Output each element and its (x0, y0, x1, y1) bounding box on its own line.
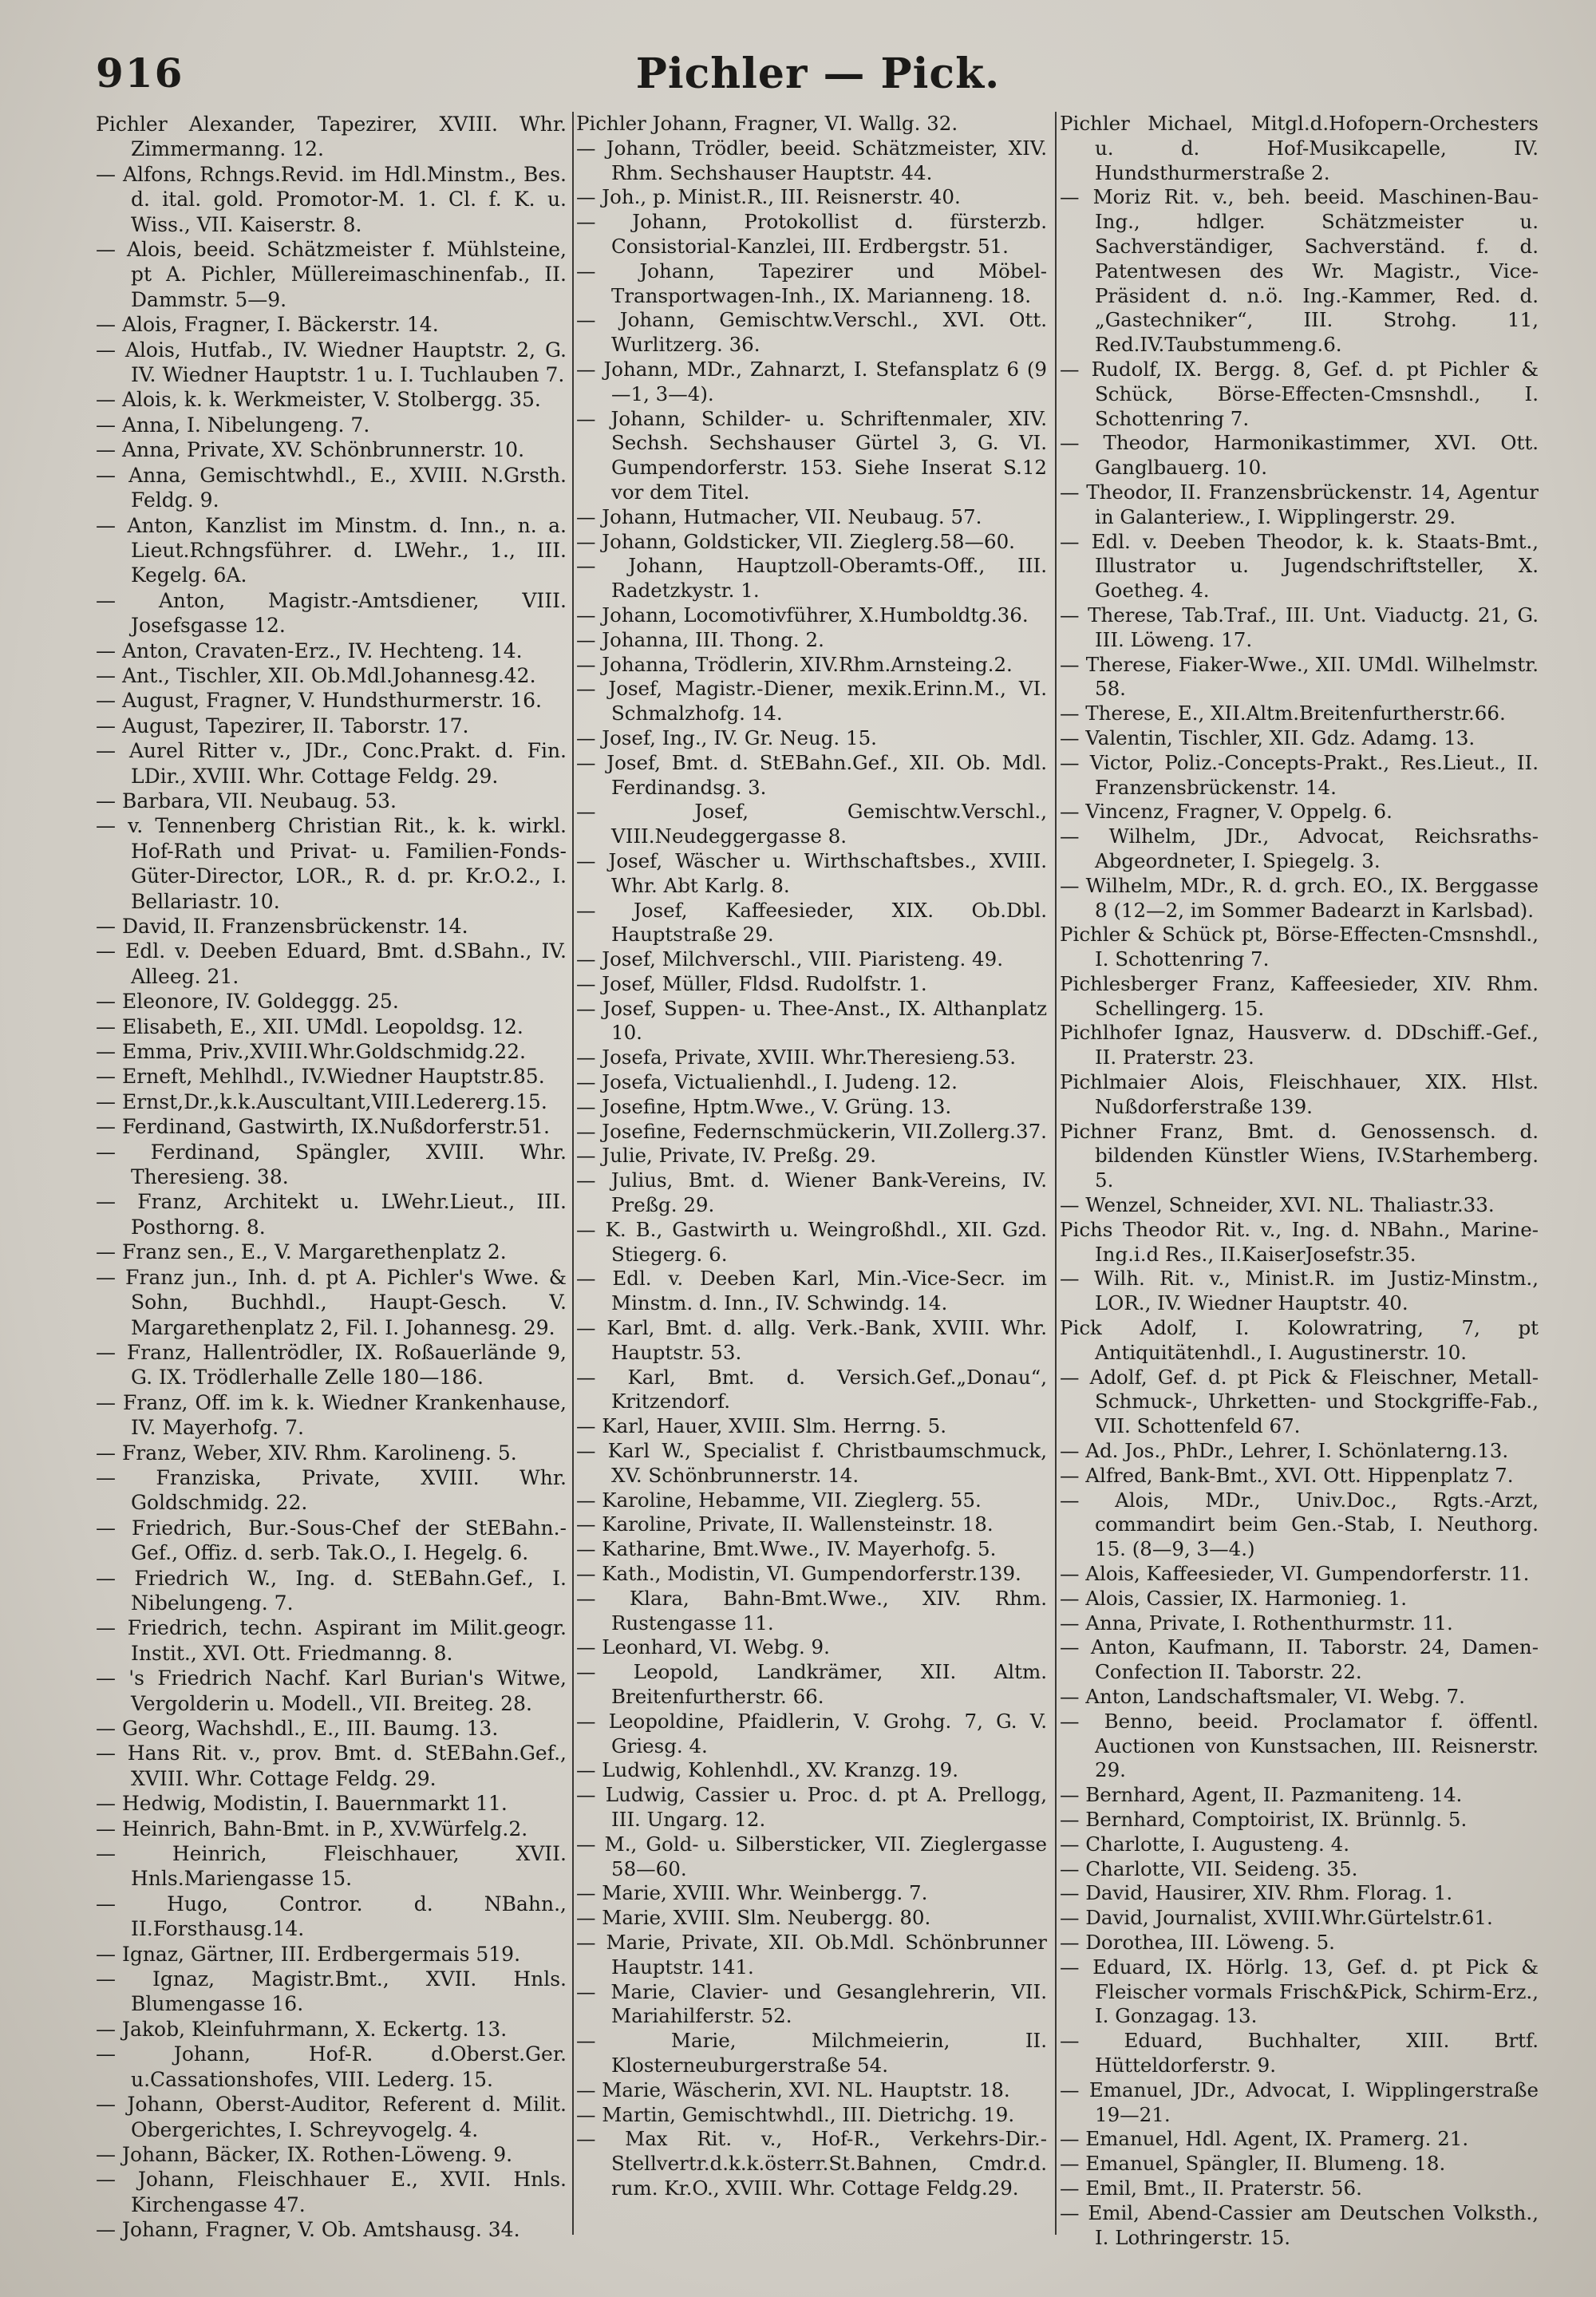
directory-entry: — Marie, Clavier- und Gesanglehrerin, VII. Mariahilferstr. 52. (576, 1979, 1047, 2028)
directory-entry: — Johann, Goldsticker, VII. Zieglerg.58—60. (576, 529, 1015, 553)
directory-entry: — Ignaz, Gärtner, III. Erdbergermais 519. (96, 1942, 521, 1966)
directory-entry: — Ernst,Dr.,k.k.Auscultant,VIII.Ledererg.15. (96, 1089, 547, 1113)
directory-entry: — Aurel Ritter v., JDr., Conc.Prakt. d. Fin. LDir., XVIII. Whr. Cottage Feldg. 29. (96, 739, 567, 788)
directory-entry: — Anton, Landschaftsmaler, VI. Webg. 7. (1060, 1685, 1465, 1708)
directory-entry: — Anton, Kaufmann, II. Taborstr. 24, Damen-Confection II. Taborstr. 22. (1060, 1635, 1539, 1684)
directory-entry: — Heinrich, Fleischhauer, XVII. Hnls.Mariengasse 15. (96, 1842, 567, 1891)
directory-entry: Pichler & Schück pt, Börse-Effecten-Cmsnshdl., I. Schottenring 7. (1060, 923, 1539, 971)
directory-entry: — Emanuel, Spängler, II. Blumeng. 18. (1060, 2152, 1446, 2176)
directory-entry: — Eduard, Buchhalter, XIII. Brtf. Hütteldorferstr. 9. (1060, 2029, 1539, 2077)
directory-entry: — Anna, Gemischtwhdl., E., XVIII. N.Grsth. Feldg. 9. (96, 463, 567, 512)
directory-entry: — Josef, Wäscher u. Wirthschaftsbes., XVIII. Whr. Abt Karlg. 8. (576, 848, 1047, 897)
directory-entry: Pichlesberger Franz, Kaffeesieder, XIV. Rhm. Schellingerg. 15. (1060, 971, 1539, 1020)
directory-entry: — Ludwig, Cassier u. Proc. d. pt A. Prellogg, III. Ungarg. 12. (576, 1783, 1047, 1831)
column-divider-1 (572, 112, 574, 2235)
directory-entry: — Ignaz, Magistr.Bmt., XVII. Hnls. Blumengasse 16. (96, 1967, 567, 2016)
directory-entry: — Karoline, Hebamme, VII. Zieglerg. 55. (576, 1488, 982, 1512)
directory-entry: — David, Journalist, XVIII.Whr.Gürtelstr.61. (1060, 1906, 1493, 1930)
directory-entry: — Heinrich, Bahn-Bmt. in P., XV.Würfelg.2. (96, 1817, 528, 1840)
directory-entry: — Ferdinand, Gastwirth, IX.Nußdorferstr.51. (96, 1115, 550, 1139)
directory-entry: — Johann, Bäcker, IX. Rothen-Löweng. 9. (96, 2142, 513, 2166)
directory-entry: — Leopoldine, Pfaidlerin, V. Grohg. 7, G. V. Griesg. 4. (576, 1709, 1047, 1757)
directory-entry: — Johann, Oberst-Auditor, Referent d. Milit. Obergerichtes, I. Schreyvogelg. 4. (96, 2093, 567, 2141)
directory-entry: — Josef, Magistr.-Diener, mexik.Erinn.M., VI. Schmalzhofg. 14. (576, 677, 1047, 725)
directory-entry: — Therese, E., XII.Altm.Breitenfurtherstr.66. (1060, 702, 1506, 725)
directory-entry: — Therese, Fiaker-Wwe., XII. UMdl. Wilhelmstr. 58. (1060, 652, 1539, 701)
directory-entry: — Emma, Priv.,XVIII.Whr.Goldschmidg.22. (96, 1040, 526, 1064)
directory-entry: — Dorothea, III. Löweng. 5. (1060, 1930, 1335, 1954)
directory-entry: — Johanna, III. Thong. 2. (576, 627, 824, 651)
directory-entry: — Johann, Hof-R. d.Oberst.Ger. u.Cassationshofes, VIII. Lederg. 15. (96, 2042, 567, 2091)
directory-entry: — Valentin, Tischler, XII. Gdz. Adamg. 13. (1060, 725, 1476, 749)
directory-entry: Pick Adolf, I. Kolowratring, 7, pt Antiquitätenhdl., I. Augustinerstr. 10. (1060, 1316, 1539, 1364)
directory-entry: — Karl W., Specialist f. Christbaumschmuck, XV. Schönbrunnerstr. 14. (576, 1439, 1047, 1487)
directory-entry: — Alois, Fragner, I. Bäckerstr. 14. (96, 313, 439, 337)
page-header (96, 49, 1540, 105)
directory-entry: — Max Rit. v., Hof-R., Verkehrs-Dir.-Stellvertr.d.k.k.österr.St.Bahnen, Cmdr.d. rum. Kr.O., XVIII. Whr. Cottage Feldg.29. (576, 2127, 1047, 2200)
directory-entry: — Franz, Off. im k. k. Wiedner Krankenhause, IV. Mayerhofg. 7. (96, 1390, 567, 1440)
directory-entry: — Hedwig, Modistin, I. Bauernmarkt 11. (96, 1792, 508, 1816)
directory-entry: — Marie, XVIII. Slm. Neubergg. 80. (576, 1906, 931, 1930)
directory-entry: — Charlotte, VII. Seideng. 35. (1060, 1856, 1358, 1880)
directory-entry: — Victor, Poliz.-Concepts-Prakt., Res.Lieut., II. Franzensbrückenstr. 14. (1060, 750, 1539, 799)
directory-entry: — Marie, Private, XII. Ob.Mdl. Schönbrunner Hauptstr. 141. (576, 1930, 1047, 1979)
directory-entry: — Edl. v. Deeben Theodor, k. k. Staats-Bmt., Illustrator u. Jugendschriftsteller, X. Goetheg. 4. (1060, 529, 1539, 603)
directory-entry: — Franz sen., E., V. Margarethenplatz 2. (96, 1240, 507, 1264)
directory-entry: — Leonhard, VI. Webg. 9. (576, 1635, 830, 1659)
directory-entry: — Martin, Gemischtwhdl., III. Dietrichg. 19. (576, 2102, 1015, 2126)
directory-entry: — Julius, Bmt. d. Wiener Bank-Vereins, IV. Preßg. 29. (576, 1168, 1047, 1217)
directory-entry: Pichlmaier Alois, Fleischhauer, XIX. Hlst. Nußdorferstraße 139. (1060, 1070, 1539, 1118)
directory-entry: — Karoline, Private, II. Wallensteinstr. 18. (576, 1512, 994, 1536)
directory-entry: — Georg, Wachshdl., E., III. Baumg. 13. (96, 1717, 499, 1740)
directory-entry: — David, II. Franzensbrückenstr. 14. (96, 915, 468, 938)
directory-entry: — Friedrich, Bur.-Sous-Chef der StEBahn.-Gef., Offiz. d. serb. Tak.O., I. Hegelg. 6. (96, 1516, 567, 1565)
directory-entry: — Johann, Hutmacher, VII. Neubaug. 57. (576, 504, 982, 528)
directory-entry: — Josef, Müller, Fldsd. Rudolfstr. 1. (576, 971, 927, 995)
column-1 (96, 112, 567, 2243)
directory-entry: — Johann, Protokollist d. fürsterzb. Consistorial-Kanzlei, III. Erdbergstr. 51. (576, 210, 1047, 258)
directory-entry: — Kath., Modistin, VI. Gumpendorferstr.139. (576, 1562, 1021, 1586)
directory-entry: — Johanna, Trödlerin, XIV.Rhm.Arnsteing.2. (576, 652, 1013, 676)
directory-entry: — Hugo, Contror. d. NBahn., II.Forsthausg.14. (96, 1892, 567, 1941)
directory-entry: — Anton, Magistr.-Amtsdiener, VIII. Josefsgasse 12. (96, 588, 567, 638)
directory-entry: — Emanuel, JDr., Advocat, I. Wipplingerstraße 19—21. (1060, 2078, 1539, 2126)
directory-entry: — Josef, Milchverschl., VIII. Piaristeng. 49. (576, 947, 1003, 971)
column-2 (576, 112, 1047, 2201)
directory-entry: — David, Hausirer, XIV. Rhm. Florag. 1. (1060, 1881, 1453, 1905)
directory-entry: — Franz, Hallentrödler, IX. Roßauerlände 9, G. IX. Trödlerhalle Zelle 180—186. (96, 1340, 567, 1390)
directory-entry: — Edl. v. Deeben Karl, Min.-Vice-Secr. im Minstm. d. Inn., IV. Schwindg. 14. (576, 1267, 1047, 1315)
directory-entry: — Franziska, Private, XVIII. Whr. Goldschmidg. 22. (96, 1465, 567, 1515)
directory-entry: — Franz, Weber, XIV. Rhm. Karolineng. 5. (96, 1441, 517, 1465)
directory-entry: — Karl, Hauer, XVIII. Slm. Herrng. 5. (576, 1414, 947, 1438)
directory-entry: — Anna, I. Nibelungeng. 7. (96, 413, 370, 437)
directory-entry: — Alois, k. k. Werkmeister, V. Stolbergg. 35. (96, 388, 541, 412)
directory-entry: — Ferdinand, Spängler, XVIII. Whr. Theresieng. 38. (96, 1140, 567, 1189)
directory-entry: — Josefa, Victualienhdl., I. Judeng. 12. (576, 1070, 958, 1094)
directory-entry: — Ad. Jos., PhDr., Lehrer, I. Schönlaterng.13. (1060, 1439, 1509, 1463)
directory-entry: — Alois, beeid. Schätzmeister f. Mühlsteine, pt A. Pichler, Müllereimaschinenfab., II. Dammstr. 5—9. (96, 238, 567, 311)
directory-entry: — Josef, Ing., IV. Gr. Neug. 15. (576, 725, 877, 749)
directory-entry: — Josefa, Private, XVIII. Whr.Theresieng.53. (576, 1046, 1017, 1069)
directory-entry: — Ant., Tischler, XII. Ob.Mdl.Johannesg.42. (96, 663, 536, 687)
directory-entry: — Emil, Abend-Cassier am Deutschen Volksth., I. Lothringerstr. 15. (1060, 2200, 1539, 2249)
directory-entry: — Johann, MDr., Zahnarzt, I. Stefansplatz 6 (9—1, 3—4). (576, 357, 1047, 405)
page-number: 916 (96, 49, 184, 97)
directory-entry: — Friedrich W., Ing. d. StEBahn.Gef., I. Nibelungeng. 7. (96, 1566, 567, 1615)
directory-entry: — Wilhelm, MDr., R. d. grch. EO., IX. Berggasse 8 (12—2, im Sommer Badearzt in Karlsbad). (1060, 873, 1539, 922)
directory-entry: — Charlotte, I. Augusteng. 4. (1060, 1832, 1350, 1856)
directory-entry: — August, Tapezirer, II. Taborstr. 17. (96, 714, 469, 737)
directory-entry: — Ludwig, Kohlenhdl., XV. Kranzg. 19. (576, 1758, 958, 1782)
directory-entry: — Johann, Schilder- u. Schriftenmaler, XIV. Sechsh. Sechshauser Gürtel 3, G. VI. Gumpendorferstr. 153. Siehe Inserat S.12 vor dem Titel. (576, 406, 1047, 504)
directory-entry: — Josefine, Federnschmückerin, VII.Zollerg.37. (576, 1119, 1047, 1143)
directory-entry: — Joh., p. Minist.R., III. Reisnerstr. 40. (576, 185, 961, 209)
directory-entry: — 's Friedrich Nachf. Karl Burian's Witwe, Vergolderin u. Modell., VII. Breiteg. 28. (96, 1666, 567, 1715)
directory-entry: — Alois, Kaffeesieder, VI. Gumpendorferstr. 11. (1060, 1562, 1530, 1586)
directory-entry: — Karl, Bmt. d. allg. Verk.-Bank, XVIII. Whr. Hauptstr. 53. (576, 1316, 1047, 1364)
directory-entry: — Leopold, Landkrämer, XII. Altm. Breitenfurtherstr. 66. (576, 1660, 1047, 1708)
directory-entry: — Josef, Bmt. d. StEBahn.Gef., XII. Ob. Mdl. Ferdinandsg. 3. (576, 750, 1047, 799)
directory-entry: — Anna, Private, XV. Schönbrunnerstr. 10. (96, 438, 525, 462)
directory-entry: — Johann, Tapezirer und Möbel-Transportwagen-Inh., IX. Marianneng. 18. (576, 259, 1047, 307)
directory-entry: — Franz, Architekt u. LWehr.Lieut., III. Posthorng. 8. (96, 1190, 567, 1239)
directory-entry: — Bernhard, Agent, II. Pazmaniteng. 14. (1060, 1783, 1463, 1807)
directory-entry: — Marie, Milchmeierin, II. Klosterneuburgerstraße 54. (576, 2029, 1047, 2077)
directory-entry: — Johann, Fragner, V. Ob. Amtshausg. 34. (96, 2218, 520, 2242)
directory-entry: — Rudolf, IX. Bergg. 8, Gef. d. pt Pichler & Schück, Börse-Effecten-Cmsnshdl., I. Schottenring 7. (1060, 357, 1539, 430)
running-head: Pichler — Pick. (635, 49, 1001, 98)
directory-entry: — Johann, Hauptzoll-Oberamts-Off., III. Radetzkystr. 1. (576, 554, 1047, 603)
directory-entry: — Josefine, Hptm.Wwe., V. Grüng. 13. (576, 1094, 952, 1118)
directory-entry: — M., Gold- u. Silbersticker, VII. Zieglergasse 58—60. (576, 1832, 1047, 1880)
directory-entry: — Wilh. Rit. v., Minist.R. im Justiz-Minstm., LOR., IV. Wiedner Hauptstr. 40. (1060, 1267, 1539, 1315)
directory-entry: — Jakob, Kleinfuhrmann, X. Eckertg. 13. (96, 2017, 508, 2041)
directory-entry: — v. Tennenberg Christian Rit., k. k. wirkl. Hof-Rath und Privat- u. Familien-Fonds-Güter-Director, LOR., R. d. pr. Kr.O.2., I. Bellariastr. 10. (96, 814, 567, 913)
directory-entry: — Marie, XVIII. Whr. Weinbergg. 7. (576, 1881, 928, 1905)
directory-entry: — Johann, Gemischtw.Verschl., XVI. Ott. Wurlitzerg. 36. (576, 308, 1047, 357)
directory-entry: — Josef, Suppen- u. Thee-Anst., IX. Althanplatz 10. (576, 996, 1047, 1045)
directory-entry: — Marie, Wäscherin, XVI. NL. Hauptstr. 18. (576, 2078, 1010, 2101)
directory-entry: — Vincenz, Fragner, V. Oppelg. 6. (1060, 800, 1393, 824)
column-divider-2 (1055, 112, 1057, 2235)
directory-entry: — Friedrich, techn. Aspirant im Milit.geogr. Instit., XVI. Ott. Friedmanng. 8. (96, 1616, 567, 1665)
directory-entry: — Bernhard, Comptoirist, IX. Brünnlg. 5. (1060, 1807, 1468, 1831)
directory-entry: — Anton, Kanzlist im Minstm. d. Inn., n. a. Lieut.Rchngsführer. d. LWehr., 1., III. Kegelg. 6A. (96, 513, 567, 587)
directory-entry: — Klara, Bahn-Bmt.Wwe., XIV. Rhm. Rustengasse 11. (576, 1586, 1047, 1635)
directory-entry: — Theodor, II. Franzensbrückenstr. 14, Agentur in Galanteriew., I. Wipplingerstr. 29. (1060, 480, 1539, 528)
directory-entry: — August, Fragner, V. Hundsthurmerstr. 16. (96, 689, 542, 713)
directory-entry: — Emanuel, Hdl. Agent, IX. Pramerg. 21. (1060, 2127, 1469, 2151)
directory-entry: Pichlhofer Ignaz, Hausverw. d. DDschiff.-Gef., II. Praterstr. 23. (1060, 1021, 1539, 1069)
directory-entry: — Adolf, Gef. d. pt Pick & Fleischner, Metall-Schmuck-, Uhrketten- und Stockgriffe-Fab., VII. Schottenfeld 67. (1060, 1365, 1539, 1438)
directory-entry: Pichler Johann, Fragner, VI. Wallg. 32. (576, 112, 958, 135)
directory-entry: — Franz jun., Inh. d. pt A. Pichler's Wwe. & Sohn, Buchhdl., Haupt-Gesch. V. Margarethenplatz 2, Fil. I. Johannesg. 29. (96, 1265, 567, 1339)
directory-entry: — Elisabeth, E., XII. UMdl. Leopoldsg. 12. (96, 1014, 523, 1038)
directory-entry: — Moriz Rit. v., beh. beeid. Maschinen-Bau-Ing., hdlger. Schätzmeister u. Sachverständiger, Sachverständ. f. d. Patentwesen des Wr. Magistr., Vice-Präsident d. n.ö. Ing.-Kammer, Red. d. „Gastechniker“, III. Strohg. 11, Red.IV.Taubstummeng.6. (1060, 185, 1539, 357)
directory-entry: — Eduard, IX. Hörlg. 13, Gef. d. pt Pick & Fleischer vormals Frisch&Pick, Schirm-Erz., I. Gonzagag. 13. (1060, 1955, 1539, 2028)
directory-entry: — Alfons, Rchngs.Revid. im Hdl.Minstm., Bes. d. ital. gold. Promotor-M. 1. Cl. f. K. u. Wiss., VII. Kaiserstr. 8. (96, 162, 567, 236)
directory-entry: — Katharine, Bmt.Wwe., IV. Mayerhofg. 5. (576, 1537, 997, 1561)
directory-entry: — Alois, MDr., Univ.Doc., Rgts.-Arzt, commandirt beim Gen.-Stab, I. Neuthorg. 15. (8—9, 3—4.) (1060, 1488, 1539, 1561)
directory-entry: — Anna, Private, I. Rothenthurmstr. 11. (1060, 1611, 1453, 1635)
directory-entry: — Edl. v. Deeben Eduard, Bmt. d.SBahn., IV. Alleeg. 21. (96, 939, 567, 988)
directory-entry: — Alfred, Bank-Bmt., XVI. Ott. Hippenplatz 7. (1060, 1463, 1514, 1487)
directory-entry: — Johann, Trödler, beeid. Schätzmeister, XIV. Rhm. Sechshauser Hauptstr. 44. (576, 136, 1047, 184)
directory-entry: — Josef, Gemischtw.Verschl., VIII.Neudeggergasse 8. (576, 800, 1047, 848)
directory-entry: — Josef, Kaffeesieder, XIX. Ob.Dbl. Hauptstraße 29. (576, 898, 1047, 947)
directory-entry: — Anton, Cravaten-Erz., IV. Hechteng. 14. (96, 638, 523, 662)
directory-entry: Pichner Franz, Bmt. d. Genossensch. d. bildenden Künstler Wiens, IV.Starhemberg. 5. (1060, 1119, 1539, 1192)
directory-entry: — Emil, Bmt., II. Praterstr. 56. (1060, 2176, 1362, 2200)
directory-entry: — K. B., Gastwirth u. Weingroßhdl., XII. Gzd. Stiegerg. 6. (576, 1217, 1047, 1266)
directory-entry: — Alois, Cassier, IX. Harmonieg. 1. (1060, 1586, 1408, 1610)
directory-entry: — Alois, Hutfab., IV. Wiedner Hauptstr. 2, G. IV. Wiedner Hauptstr. 1 u. I. Tuchlauben 7. (96, 338, 567, 387)
directory-entry: — Julie, Private, IV. Preßg. 29. (576, 1144, 876, 1168)
directory-entry: — Wilhelm, JDr., Advocat, Reichsraths-Abgeordneter, I. Spiegelg. 3. (1060, 824, 1539, 872)
directory-entry: — Erneft, Mehlhdl., IV.Wiedner Hauptstr.85. (96, 1065, 545, 1089)
directory-entry: — Theodor, Harmonikastimmer, XVI. Ott. Ganglbauerg. 10. (1060, 431, 1539, 480)
directory-entry: Pichs Theodor Rit. v., Ing. d. NBahn., Marine-Ing.i.d Res., II.KaiserJosefstr.35. (1060, 1217, 1539, 1266)
directory-entry: — Johann, Locomotivführer, X.Humboldtg.36. (576, 603, 1029, 627)
directory-entry: Pichler Michael, Mitgl.d.Hofopern-Orchesters u. d. Hof-Musikcapelle, IV. Hundsthurmerstraße 2. (1060, 112, 1539, 184)
directory-entry: — Karl, Bmt. d. Versich.Gef.„Donau“, Kritzendorf. (576, 1365, 1047, 1413)
directory-entry: Pichler Alexander, Tapezirer, XVIII. Whr. Zimmermanng. 12. (96, 113, 567, 161)
directory-entry: — Hans Rit. v., prov. Bmt. d. StEBahn.Gef., XVIII. Whr. Cottage Feldg. 29. (96, 1742, 567, 1790)
column-3 (1060, 112, 1539, 2250)
directory-entry: — Wenzel, Schneider, XVI. NL. Thaliastr.33. (1060, 1193, 1495, 1217)
directory-entry: — Barbara, VII. Neubaug. 53. (96, 789, 397, 812)
directory-entry: — Therese, Tab.Traf., III. Unt. Viaductg. 21, G. III. Löweng. 17. (1060, 603, 1539, 651)
directory-entry: — Eleonore, IV. Goldeggg. 25. (96, 990, 399, 1014)
directory-entry: — Benno, beeid. Proclamator f. öffentl. Auctionen von Kunstsachen, III. Reisnerstr. 29. (1060, 1709, 1539, 1782)
directory-entry: — Johann, Fleischhauer E., XVII. Hnls. Kirchengasse 47. (96, 2168, 567, 2216)
